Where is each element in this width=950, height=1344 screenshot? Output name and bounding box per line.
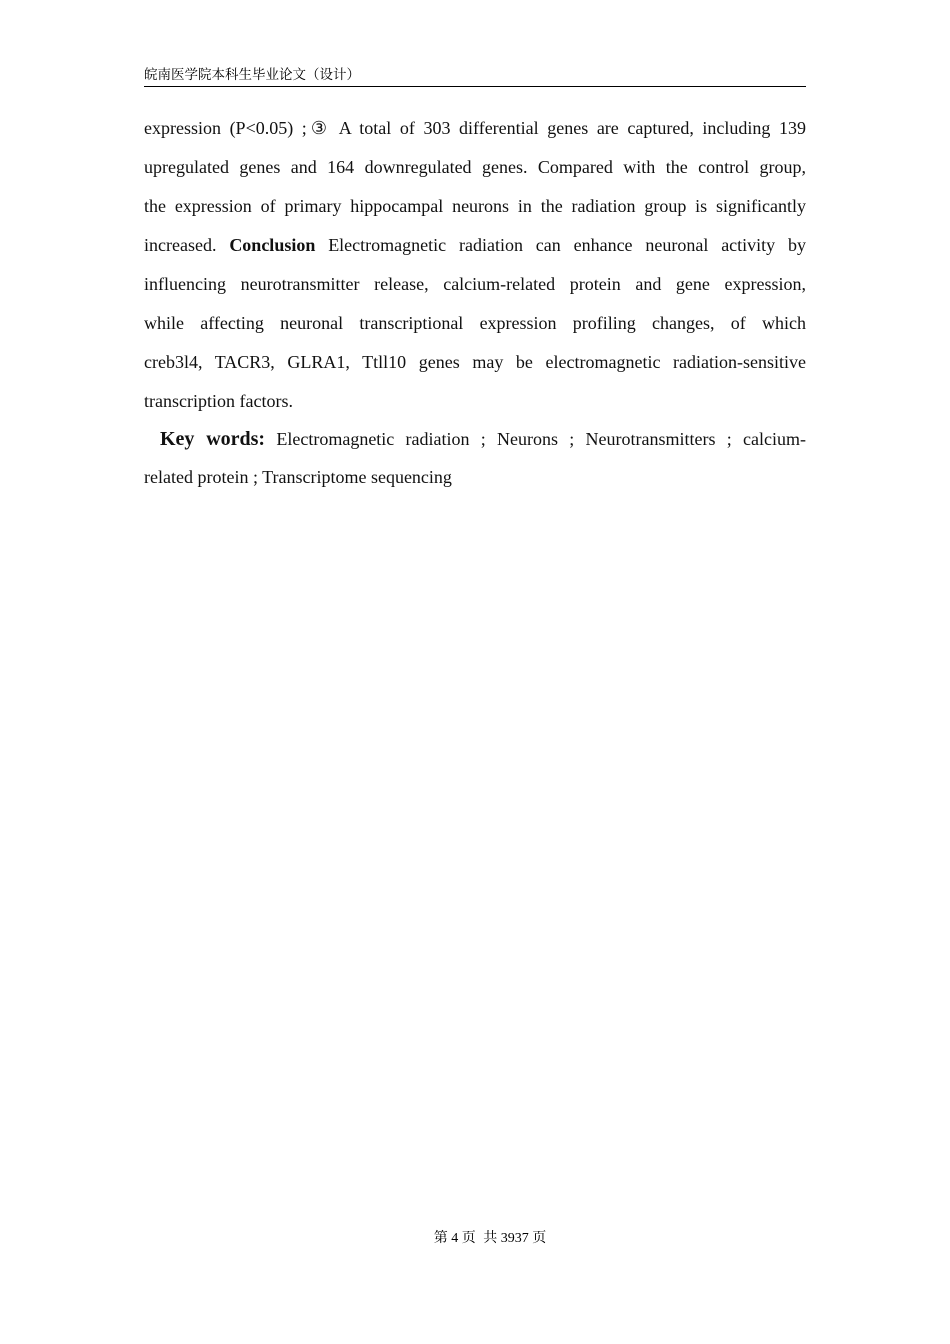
header-title: 皖南医学院本科生毕业论文（设计）: [144, 67, 360, 83]
abstract-line: expression (P<0.05) ;③ A total of 303 differential genes are captured, including 139: [144, 118, 806, 138]
abstract-line: influencing neurotransmitter release, calcium-related protein and gene expression,: [144, 274, 806, 294]
abstract-line: creb3l4, TACR3, GLRA1, Ttll10 genes may be electromagnetic radiation-sensitive: [144, 352, 806, 372]
keywords-text: Electromagnetic radiation ; Neurons ; Neurotransmitters ; calcium-: [276, 429, 807, 449]
abstract-line: the expression of primary hippocampal neurons in the radiation group is significantly: [144, 196, 806, 216]
page-prefix: 第: [433, 1231, 448, 1246]
total-suffix: 页: [532, 1231, 547, 1246]
abstract-text: Electromagnetic radiation can enhance neuronal activity by: [328, 235, 807, 255]
abstract-line: transcription factors.: [144, 391, 293, 411]
page-header: [144, 66, 806, 87]
conclusion-label: Conclusion: [229, 235, 316, 255]
abstract-text: increased.: [144, 235, 217, 255]
abstract-paragraph: [144, 109, 806, 421]
keywords-paragraph: [144, 420, 806, 496]
keywords-line: related protein ; Transcriptome sequencing: [144, 467, 452, 487]
total-prefix: 共: [483, 1231, 498, 1246]
page-footer: [0, 1230, 950, 1248]
page-number: 4: [451, 1231, 459, 1246]
keywords-label: Key words:: [160, 428, 266, 450]
total-pages: 3937: [500, 1231, 529, 1246]
abstract-line: upregulated genes and 164 downregulated genes. Compared with the control group,: [144, 157, 806, 177]
abstract-line-conclusion: [144, 226, 806, 265]
page-suffix: 页: [461, 1231, 476, 1246]
abstract-line: while affecting neuronal transcriptional expression profiling changes, of which: [144, 313, 806, 333]
keywords-line: [144, 420, 806, 458]
